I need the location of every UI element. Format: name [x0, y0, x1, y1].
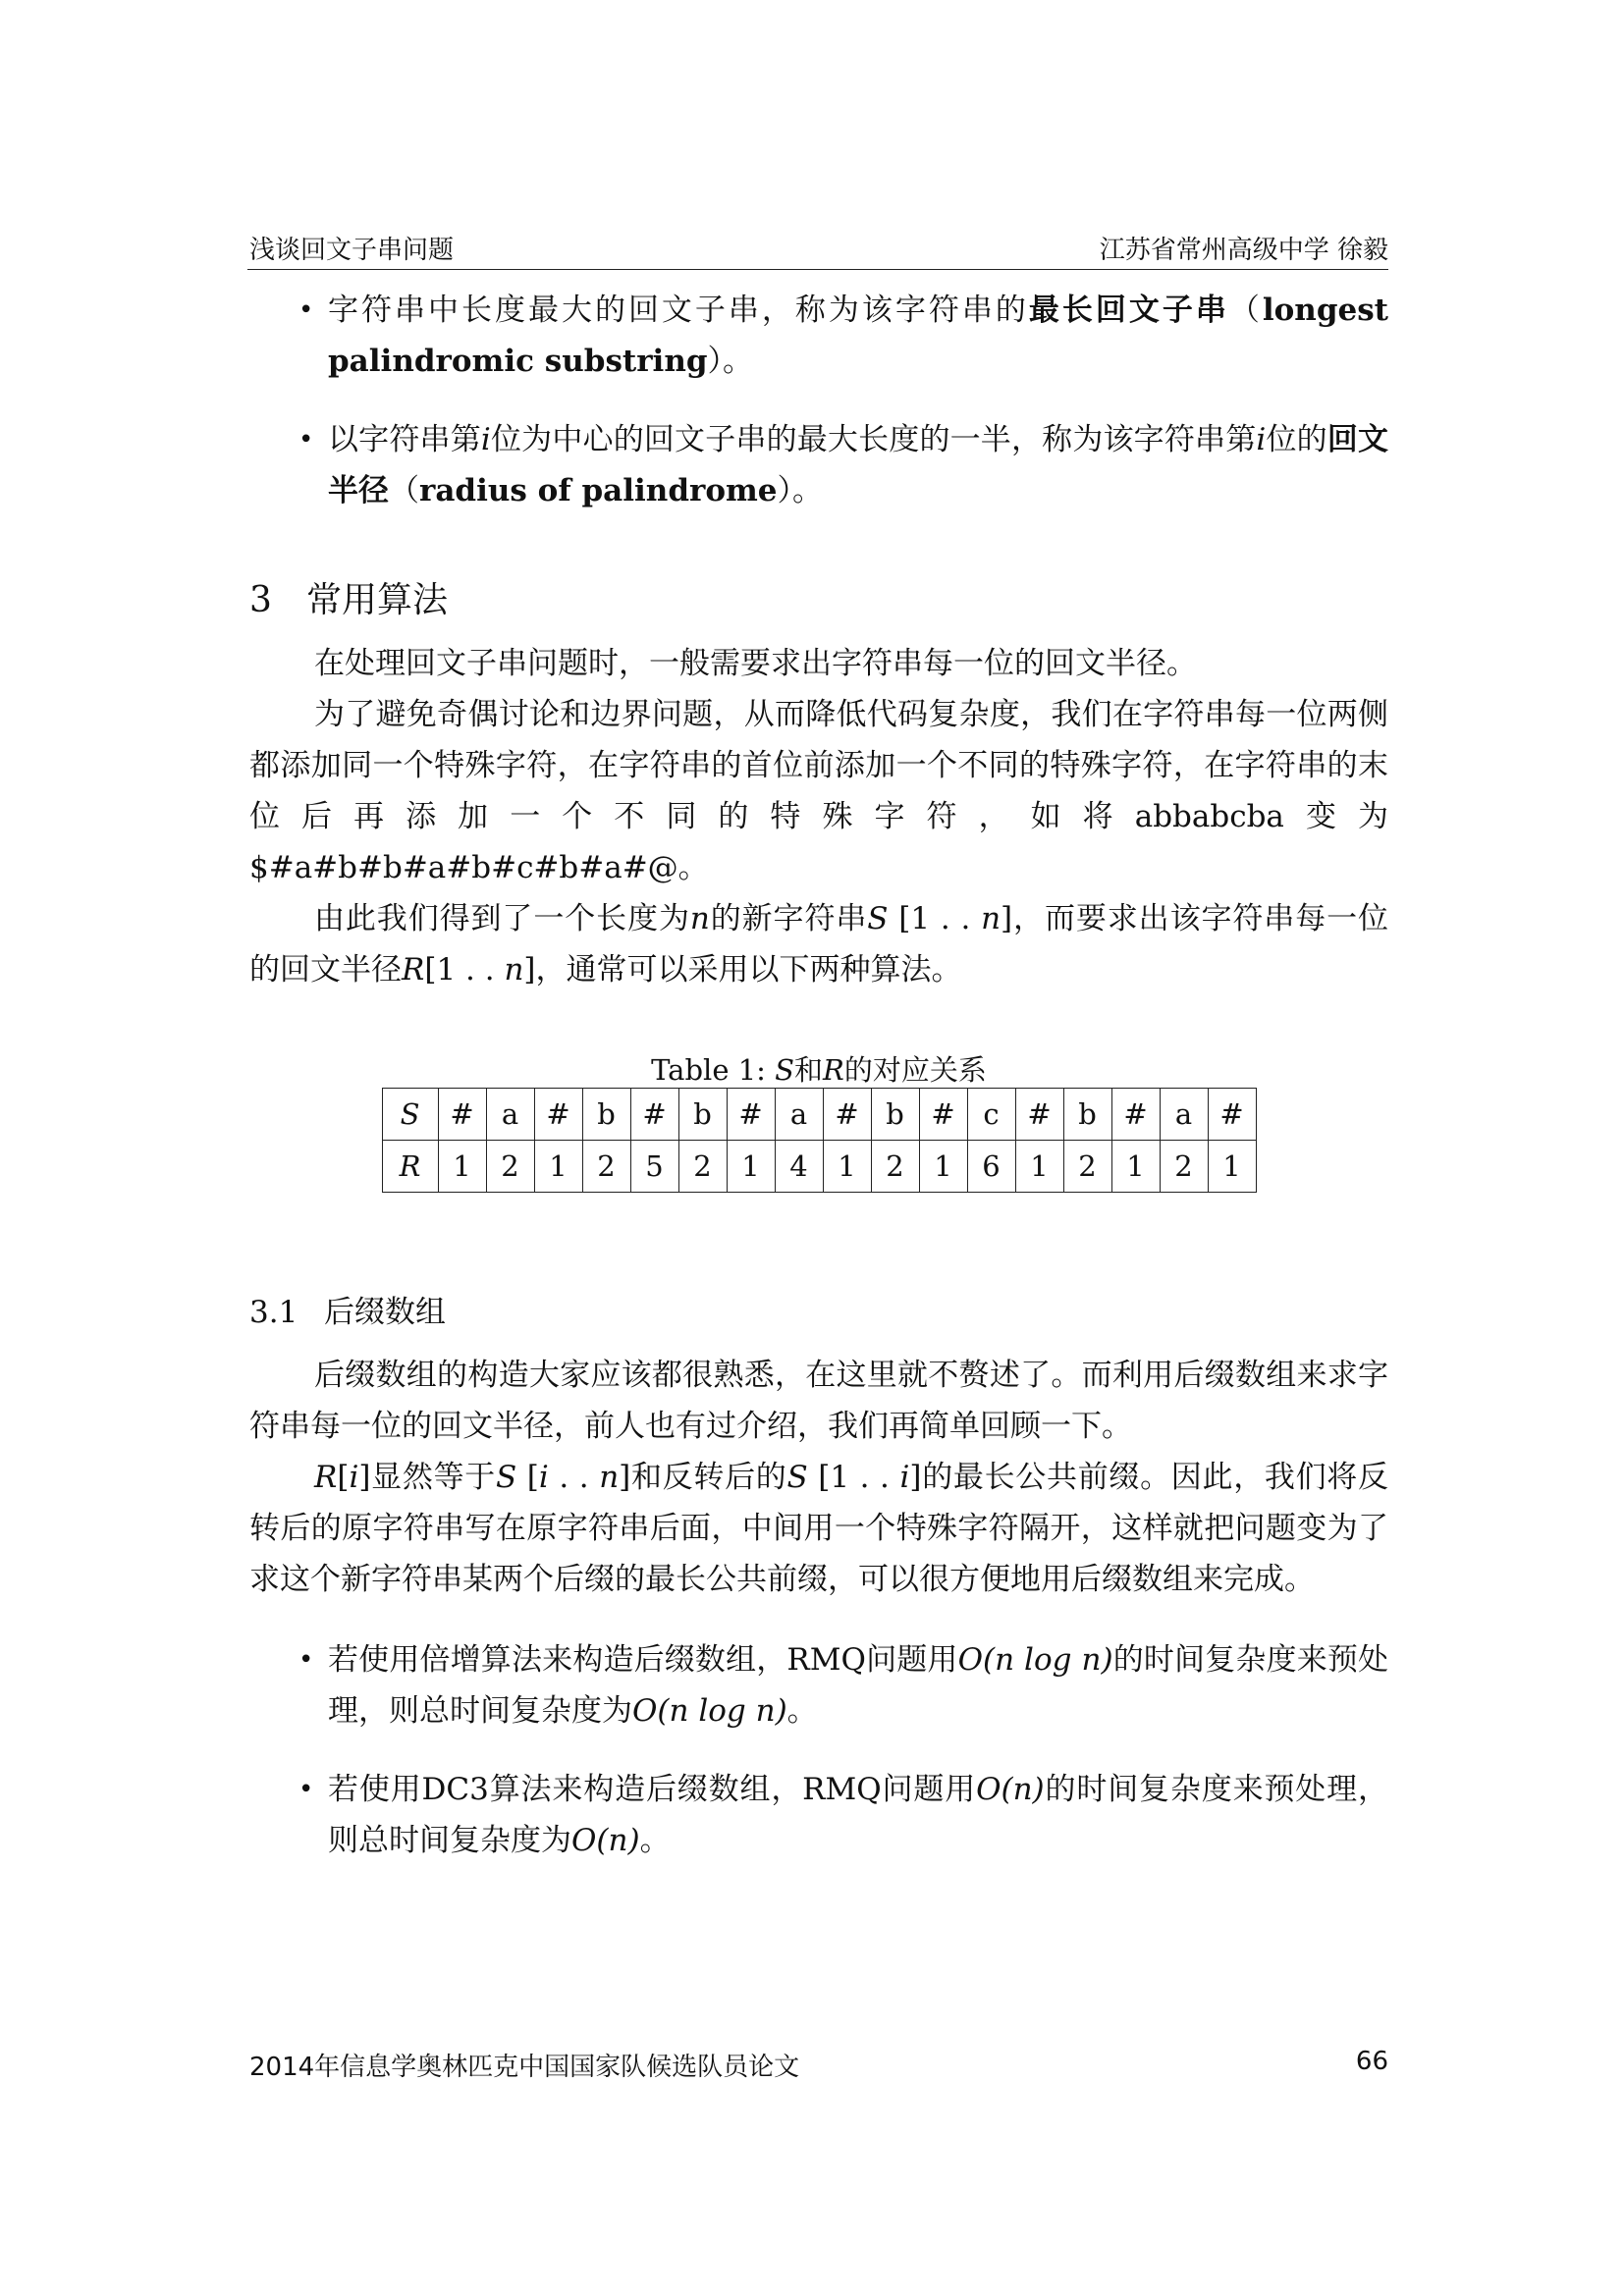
list-item [249, 414, 1388, 516]
math-var: S [786, 1460, 808, 1495]
table-cell: 1 [534, 1141, 582, 1193]
table-cell: # [1208, 1089, 1256, 1141]
table-cell: 2 [1063, 1141, 1111, 1193]
subsection-title: 后缀数组 [324, 1295, 446, 1330]
text: ，通常可以采用以下两种算法。 [535, 952, 962, 988]
page-number: 66 [1355, 2047, 1388, 2076]
math-var: i [1256, 422, 1267, 457]
text: 显然等于 [370, 1460, 496, 1495]
table-cell: 1 [1015, 1141, 1063, 1193]
table-cell: 2 [1160, 1141, 1208, 1193]
bullet-icon: • [298, 1775, 314, 1804]
table-caption [249, 1052, 1388, 1088]
bullet-text: 字符串中长度最大的回文子串，称为该字符串的 [328, 293, 1029, 328]
table-cell: # [919, 1089, 967, 1141]
s-r-table [382, 1088, 1257, 1193]
table-cell: c [967, 1089, 1015, 1141]
bullet-text: 位为中心的回文子串的最大长度的一半，称为该字符串第 [490, 422, 1257, 457]
text: 的新字符串 [709, 901, 868, 936]
list-item [249, 285, 1388, 387]
header-title: 浅谈回文子串问题 [249, 236, 455, 265]
table-cell: 1 [438, 1141, 486, 1193]
list-item [249, 1634, 1388, 1736]
math-var: R [314, 1460, 338, 1495]
bullet-icon: • [298, 1645, 314, 1675]
paragraph [249, 893, 1388, 995]
text: 由此我们得到了一个长度为 [314, 901, 690, 936]
bullet-text: 若使用DC3算法来构造后缀数组，RMQ问题用 [328, 1772, 977, 1807]
math-range: [1 . . [424, 952, 505, 988]
math-expr: (n log n) [657, 1693, 787, 1729]
math-var: i [538, 1460, 549, 1495]
row-header-s: S [382, 1089, 438, 1141]
table-cell: 4 [775, 1141, 823, 1193]
math-var: n [599, 1460, 620, 1495]
bullet-text: 的时间复杂度来预处理，则总时间复杂度为 [328, 1642, 1389, 1729]
table-cell: # [727, 1089, 775, 1141]
table-cell: 2 [871, 1141, 919, 1193]
table-cell: 1 [1208, 1141, 1256, 1193]
math-range: ] [1001, 901, 1013, 936]
table-cell: 6 [967, 1141, 1015, 1193]
table-cell: b [678, 1089, 727, 1141]
text: 的最长公共前缀。因此，我们将反转后的原字符串写在原字符串后面，中间用一个特殊字符隔开，这样就把问题变为了求这个新字符串某两个后缀的最长公共前缀，可以很方便地用后缀数组来完成。 [249, 1460, 1388, 1597]
math-var: R [402, 952, 425, 988]
math-range: [ [337, 1460, 350, 1495]
paragraph [249, 1452, 1388, 1605]
math-var: i [480, 422, 491, 457]
math-range: ] [909, 1460, 922, 1495]
section-title: 常用算法 [306, 580, 449, 620]
term-bold: 回文半径 [328, 422, 1389, 508]
subsection-heading [249, 1287, 1388, 1338]
math-range: ] [358, 1460, 371, 1495]
term-english: radius of palindrome [419, 473, 778, 508]
paragraph: 为了避免奇偶讨论和边界问题，从而降低代码复杂度，我们在字符串每一位两侧都添加同一个特殊字符，在字符串的首位前添加一个不同的特殊字符，在字符串的末位后再添加一个不同的特殊字符，如将abbabcba变为$#a#b#b#a#b#c#b#a#@。 [249, 697, 1388, 885]
footer-title: 2014年信息学奥林匹克中国国家队候选队员论文 [249, 2053, 800, 2082]
paragraph: 在处理回文子串问题时，一般需要求出字符串每一位的回文半径。 [314, 646, 1197, 681]
math-var: S [775, 1053, 795, 1087]
table-cell: 2 [486, 1141, 534, 1193]
paren-close: ）。 [777, 473, 824, 508]
subsection-number: 3.1 [249, 1295, 298, 1330]
bullet-icon: • [298, 425, 314, 454]
caption-text: 的对应关系 [843, 1053, 987, 1087]
math-var: i [349, 1460, 359, 1495]
table-cell: b [871, 1089, 919, 1141]
math-range: ] [619, 1460, 631, 1495]
running-header [247, 224, 1388, 270]
term-english: longest palindromic substring [328, 293, 1389, 379]
math-var: R [823, 1053, 844, 1087]
table-cell: 1 [1111, 1141, 1160, 1193]
math-var: O [957, 1642, 983, 1678]
table-cell: 2 [678, 1141, 727, 1193]
table-cell: b [582, 1089, 630, 1141]
math-var: S [867, 901, 889, 936]
bullet-text: 以字符串第 [328, 422, 481, 457]
math-var: S [495, 1460, 517, 1495]
table-cell: 5 [630, 1141, 678, 1193]
table-cell: a [1160, 1089, 1208, 1141]
paren: （ [1228, 293, 1263, 328]
table-cell: # [823, 1089, 871, 1141]
table-cell: # [438, 1089, 486, 1141]
row-header-r: R [382, 1141, 438, 1193]
math-expr: (n) [1001, 1772, 1045, 1807]
table-cell: 2 [582, 1141, 630, 1193]
paren-close: ）。 [707, 344, 754, 379]
math-range: [1 . . [888, 901, 982, 936]
bullet-text: 。 [786, 1693, 818, 1729]
bullet-text: 的时间复杂度来预处理，则总时间复杂度为 [328, 1772, 1388, 1858]
table-cell: 1 [727, 1141, 775, 1193]
math-range: ] [523, 952, 536, 988]
bullet-text: 位的 [1266, 422, 1327, 457]
math-var: O [632, 1693, 658, 1729]
table-cell: # [1015, 1089, 1063, 1141]
table-cell: # [1111, 1089, 1160, 1141]
bullet-text: 若使用倍增算法来构造后缀数组，RMQ问题用 [328, 1642, 958, 1678]
caption-text: 和 [794, 1053, 824, 1087]
math-var: n [689, 901, 710, 936]
math-range: [1 . . [807, 1460, 900, 1495]
term-bold: 最长回文子串 [1028, 293, 1229, 328]
table-cell: a [775, 1089, 823, 1141]
math-range: [ [516, 1460, 539, 1495]
math-var: O [571, 1823, 597, 1858]
header-author: 江苏省常州高级中学 徐毅 [1099, 236, 1388, 265]
table-cell: a [486, 1089, 534, 1141]
table-cell: # [534, 1089, 582, 1141]
section-number: 3 [249, 580, 272, 620]
table-cell: 1 [919, 1141, 967, 1193]
bullet-icon: • [298, 295, 314, 325]
section-heading [249, 575, 1388, 626]
bullet-text: 。 [639, 1823, 671, 1858]
caption-label: Table 1: [651, 1053, 776, 1087]
table-row-r [382, 1141, 1256, 1193]
math-expr: (n log n) [982, 1642, 1113, 1678]
text: 和反转后的 [630, 1460, 787, 1495]
table-cell: 1 [823, 1141, 871, 1193]
math-range: . . [548, 1460, 600, 1495]
math-expr: (n) [596, 1823, 640, 1858]
list-item [249, 1764, 1388, 1866]
main-text [249, 285, 1388, 1894]
table-row-s [382, 1089, 1256, 1141]
math-var: n [981, 901, 1001, 936]
paragraph: 后缀数组的构造大家应该都很熟悉，在这里就不赘述了。而利用后缀数组来求字符串每一位的回文半径，前人也有过介绍，我们再简单回顾一下。 [249, 1358, 1388, 1444]
table-cell: # [630, 1089, 678, 1141]
paren: （ [389, 473, 419, 508]
math-var: i [899, 1460, 910, 1495]
text: ，而要求出该字符串每一位的回文半径 [249, 901, 1389, 988]
math-var: n [504, 952, 524, 988]
math-var: O [976, 1772, 1001, 1807]
table-cell: b [1063, 1089, 1111, 1141]
